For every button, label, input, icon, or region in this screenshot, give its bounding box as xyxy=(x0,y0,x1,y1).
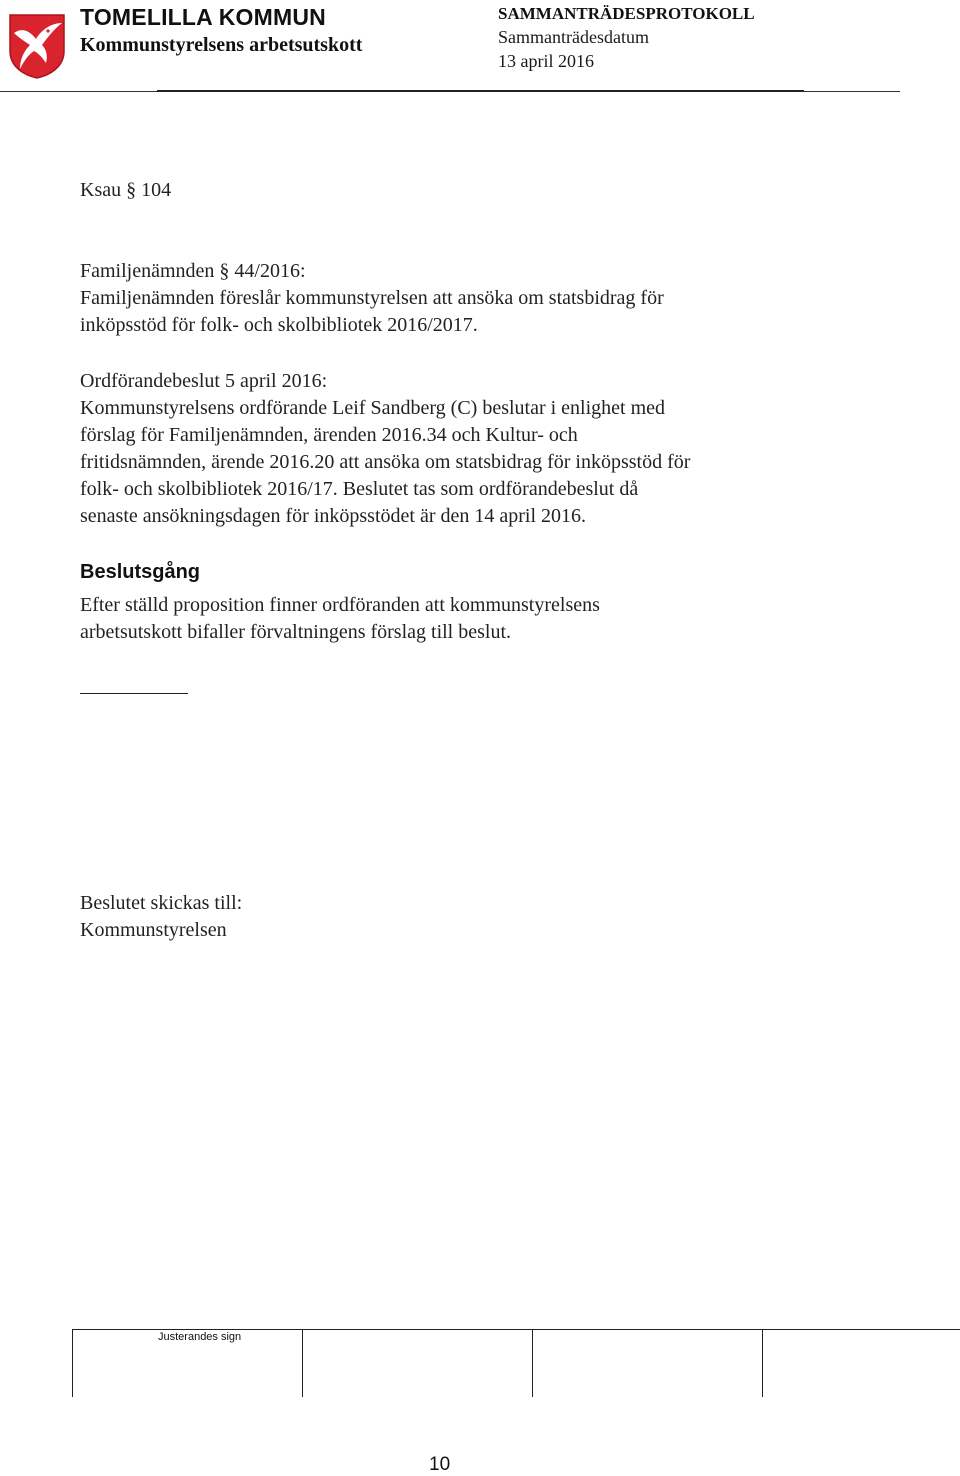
section-heading-beslutsgang: Beslutsgång xyxy=(80,561,201,583)
proposition-line: Efter ställd proposition finner ordföranden att kommunstyrelsens xyxy=(80,594,600,616)
decision-line: folk- och skolbibliotek 2016/17. Beslutet tas som ordförandebeslut då xyxy=(80,478,639,500)
decision-section xyxy=(80,368,690,530)
signature-cell-divider xyxy=(762,1330,763,1397)
motion-line: inköpsstöd för folk- och skolbibliotek 2016/2017. xyxy=(80,314,478,336)
motion-line: Familjenämnden föreslår kommunstyrelsen att ansöka om statsbidrag för xyxy=(80,287,664,309)
page-number: 10 xyxy=(429,1454,451,1475)
decision-line: förslag för Familjenämnden, ärenden 2016.34 och Kultur- och xyxy=(80,424,578,446)
section-separator xyxy=(80,693,188,694)
motion-line: Familjenämnden § 44/2016: xyxy=(80,260,306,282)
signature-label: Justerandes sign xyxy=(158,1331,242,1343)
decision-line: senaste ansökningsdagen för inköpsstödet är den 14 april 2016. xyxy=(80,505,587,527)
distribution-recipient: Kommunstyrelsen xyxy=(80,919,227,941)
meeting-date-label: Sammanträdesdatum xyxy=(498,27,649,47)
signature-cell-divider xyxy=(302,1330,303,1397)
distribution-section xyxy=(80,890,242,944)
decision-line: Kommunstyrelsens ordförande Leif Sandberg (C) beslutar i enlighet med xyxy=(80,397,666,419)
signature-cell-divider xyxy=(532,1330,533,1397)
distribution-label: Beslutet skickas till: xyxy=(80,892,243,914)
committee-name: Kommunstyrelsens arbetsutskott xyxy=(80,34,363,56)
document-type: SAMMANTRÄDESPROTOKOLL xyxy=(498,4,755,23)
paragraph-reference: Ksau § 104 xyxy=(80,179,172,201)
decision-line: Ordförandebeslut 5 april 2016: xyxy=(80,370,328,392)
motion-section xyxy=(80,258,664,339)
header-divider-accent xyxy=(157,90,804,92)
proposition-section xyxy=(80,592,600,646)
org-name: TOMELILLA KOMMUN xyxy=(80,4,326,30)
decision-line: fritidsnämnden, ärende 2016.20 att ansöka om statsbidrag för inköpsstöd för xyxy=(80,451,691,473)
meeting-date-value: 13 april 2016 xyxy=(498,51,594,71)
signature-cell-divider xyxy=(72,1330,73,1397)
proposition-line: arbetsutskott bifaller förvaltningens förslag till beslut. xyxy=(80,621,512,643)
coat-of-arms-gull-icon xyxy=(8,13,66,79)
